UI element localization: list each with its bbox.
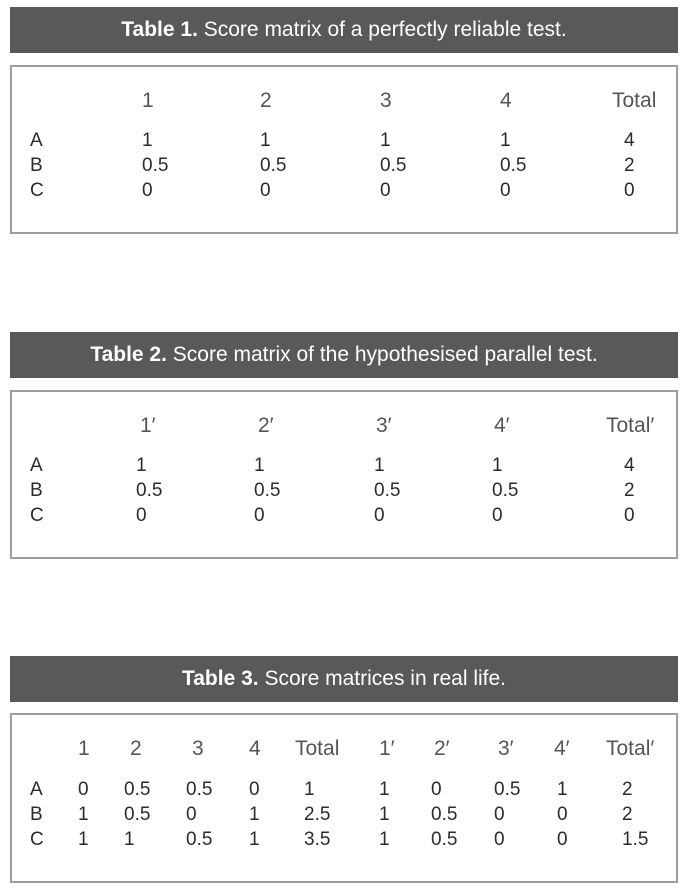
table-3-label: Table 3. [181, 667, 259, 690]
table-cell: 1 [500, 130, 511, 151]
table-cell: 1 [124, 829, 135, 850]
column-header: 3′ [376, 414, 392, 437]
table-cell: 1 [249, 804, 260, 825]
table-cell: 1 [254, 455, 265, 476]
row-label: C [30, 180, 44, 201]
table-cell: 2 [622, 804, 633, 825]
table-cell: 0.5 [186, 829, 213, 850]
table-3-caption-text: Score matrices in real life. [264, 667, 507, 690]
column-header: 4′ [494, 414, 510, 437]
table-cell: 4 [624, 130, 635, 151]
table-cell: 1 [492, 455, 503, 476]
column-header: Total [612, 89, 657, 112]
table-cell: 0.5 [136, 480, 163, 501]
row-label: C [30, 505, 44, 526]
table-cell: 0 [494, 804, 505, 825]
column-header: 1′ [379, 737, 395, 760]
row-label: B [30, 155, 43, 176]
column-header: 2′ [258, 414, 274, 437]
column-header: 3′ [498, 737, 514, 760]
row-label: A [30, 779, 43, 800]
table-cell: 2 [624, 480, 635, 501]
column-header: 2 [260, 89, 272, 112]
table-cell: 0.5 [142, 155, 169, 176]
table-2 [10, 390, 678, 559]
table-cell: 0 [249, 779, 260, 800]
table-cell: 1 [379, 804, 390, 825]
column-header: 4′ [554, 737, 570, 760]
table-cell: 1 [379, 779, 390, 800]
table-cell: 1 [142, 130, 153, 151]
column-header: 1 [142, 89, 154, 112]
table-cell: 0.5 [260, 155, 287, 176]
table-cell: 0 [260, 180, 271, 201]
table-cell: 0.5 [124, 779, 151, 800]
table-cell: 1 [380, 130, 391, 151]
table-cell: 0.5 [494, 779, 521, 800]
table-cell: 4 [624, 455, 635, 476]
table-1-caption [10, 7, 678, 53]
table-cell: 1 [304, 779, 315, 800]
column-header: 4 [249, 737, 261, 760]
column-header: 3 [380, 89, 392, 112]
column-header: 2 [130, 737, 142, 760]
column-header: Total′ [606, 737, 655, 760]
table-cell: 1.5 [622, 829, 649, 850]
column-header: 1′ [140, 414, 156, 437]
table-cell: 0.5 [500, 155, 527, 176]
row-label: A [30, 455, 43, 476]
table-cell: 0.5 [431, 804, 458, 825]
table-cell: 2 [622, 779, 633, 800]
table-cell: 2.5 [304, 804, 331, 825]
table-cell: 1 [379, 829, 390, 850]
table-cell: 0.5 [254, 480, 281, 501]
table-cell: 0 [186, 804, 197, 825]
table-cell: 0 [78, 779, 89, 800]
table-cell: 0.5 [124, 804, 151, 825]
table-cell: 0 [492, 505, 503, 526]
table-cell: 1 [260, 130, 271, 151]
table-cell: 0 [380, 180, 391, 201]
table-cell: 1 [249, 829, 260, 850]
column-header: Total′ [606, 414, 655, 437]
column-header: 3 [192, 737, 204, 760]
row-label: B [30, 480, 43, 501]
table-cell: 0 [374, 505, 385, 526]
table-cell: 0 [500, 180, 511, 201]
table-cell: 0.5 [431, 829, 458, 850]
column-header: 2′ [434, 737, 450, 760]
table-cell: 0 [431, 779, 442, 800]
table-cell: 0 [624, 505, 635, 526]
column-header: Total [295, 737, 340, 760]
table-cell: 0 [557, 829, 568, 850]
column-header: 4 [500, 89, 512, 112]
table-1-label: Table 1. [121, 18, 198, 41]
table-cell: 3.5 [304, 829, 331, 850]
table-cell: 0.5 [186, 779, 213, 800]
table-cell: 0 [254, 505, 265, 526]
table-1-caption-text: Score matrix of a perfectly reliable test. [203, 18, 567, 41]
table-cell: 0.5 [374, 480, 401, 501]
row-label: A [30, 130, 43, 151]
table-2-label: Table 2. [90, 343, 167, 366]
table-cell: 1 [78, 829, 89, 850]
table-cell: 1 [136, 455, 147, 476]
table-1 [10, 65, 678, 234]
table-cell: 0 [494, 829, 505, 850]
table-cell: 0.5 [380, 155, 407, 176]
table-cell: 1 [374, 455, 385, 476]
table-3 [10, 713, 678, 883]
table-cell: 0 [136, 505, 147, 526]
row-label: C [30, 829, 44, 850]
table-cell: 0 [142, 180, 153, 201]
table-cell: 0.5 [492, 480, 519, 501]
row-label: B [30, 804, 43, 825]
table-2-caption-text: Score matrix of the hypothesised parallel test. [172, 343, 598, 366]
table-cell: 1 [557, 779, 568, 800]
table-cell: 2 [624, 155, 635, 176]
table-cell: 0 [624, 180, 635, 201]
table-cell: 0 [557, 804, 568, 825]
table-3-caption [10, 656, 678, 702]
table-cell: 1 [78, 804, 89, 825]
column-header: 1 [78, 737, 90, 760]
table-2-caption [10, 332, 678, 378]
